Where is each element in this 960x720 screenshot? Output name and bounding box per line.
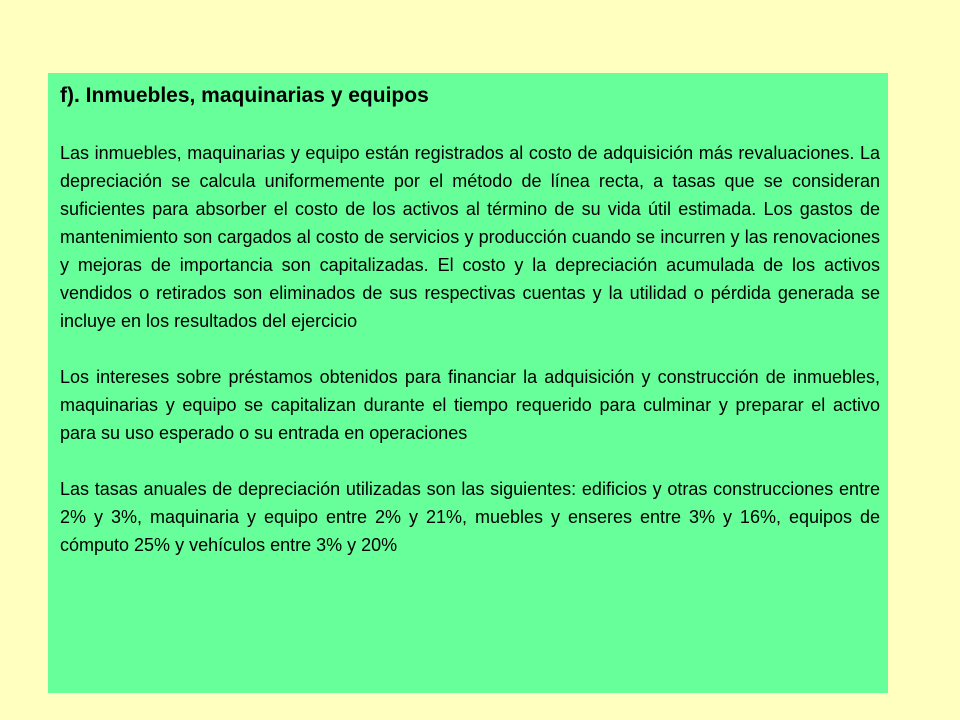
content-box bbox=[48, 73, 888, 693]
paragraph-depreciation-rates: Las tasas anuales de depreciación utilizadas son las siguientes: edificios y otras construcciones entre 2% y 3%, maquinaria y equipo entre 2% y 21%, muebles y enseres entre 3% y 16%, equipos de cómputo 25% y vehículos entre 3% y 20% bbox=[60, 479, 880, 555]
section-title: f). Inmuebles, maquinarias y equipos bbox=[60, 84, 429, 107]
paragraph-capitalized-interest: Los intereses sobre préstamos obtenidos para financiar la adquisición y construcción de inmuebles, maquinarias y equipo se capitalizan durante el tiempo requerido para culminar y preparar el activo para su uso esperado o su entrada en operaciones bbox=[60, 367, 880, 443]
paragraph-accounting-policy: Las inmuebles, maquinarias y equipo están registrados al costo de adquisición más revaluaciones. La depreciación se calcula uniformemente por el método de línea recta, a tasas que se consideran suficientes para absorber el costo de los activos al término de su vida útil estimada. Los gastos de mantenimiento son cargados al costo de servicios y producción cuando se incurren y las renovaciones y mejoras de importancia son capitalizadas. El costo y la depreciación acumulada de los activos vendidos o retirados son eliminados de sus respectivas cuentas y la utilidad o pérdida generada se incluye en los resultados del ejercicio bbox=[60, 143, 880, 331]
